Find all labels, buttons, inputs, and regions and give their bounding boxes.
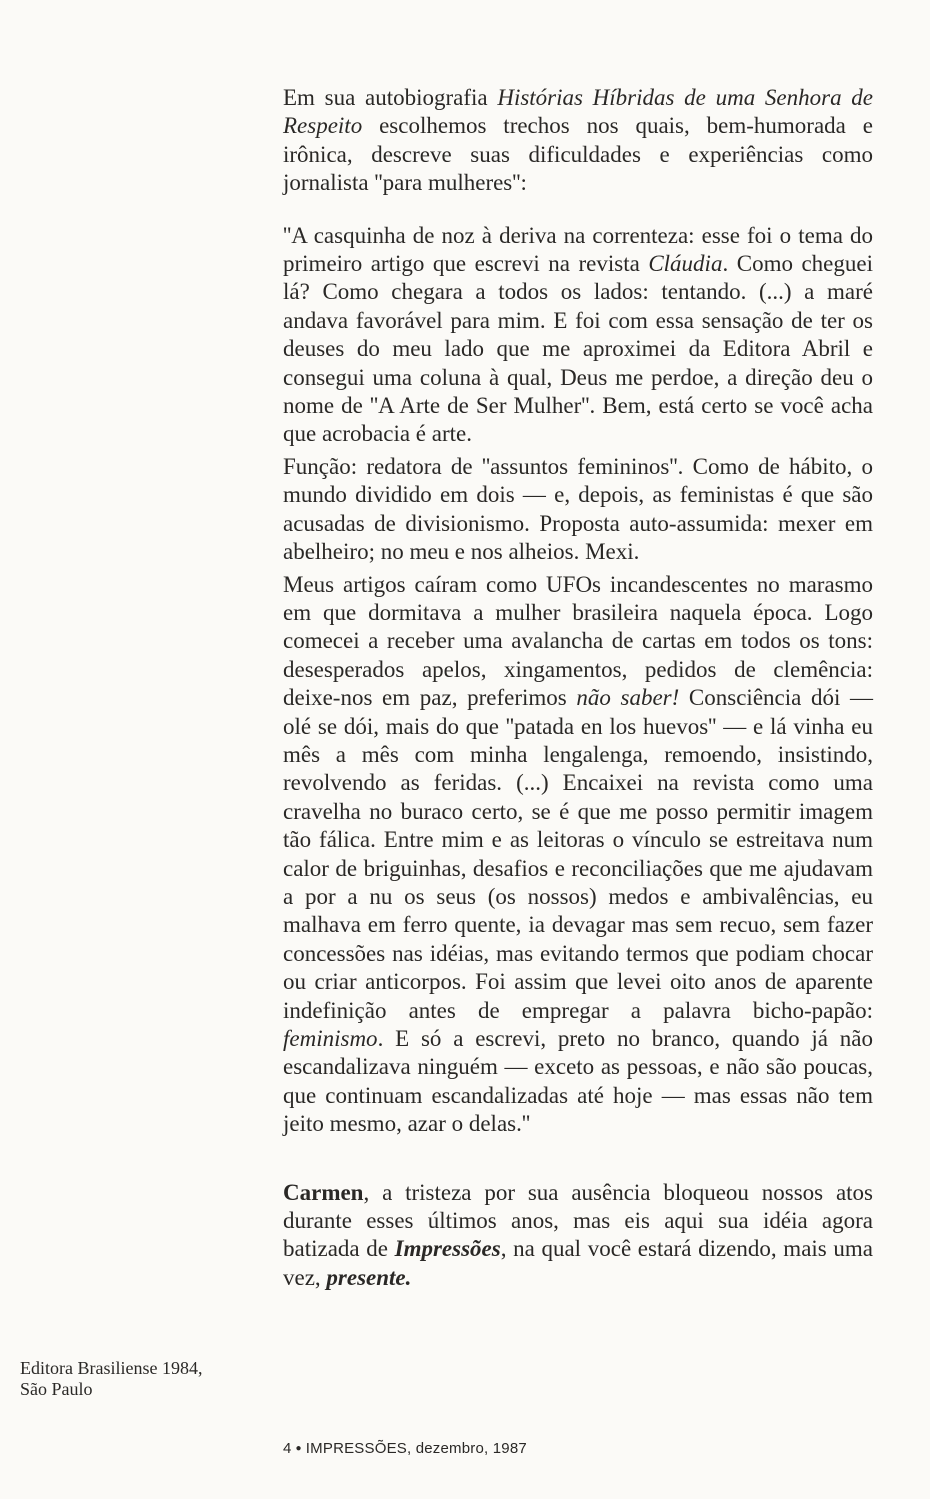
quote-paragraph-1 (283, 222, 873, 449)
emphasis: não saber! (576, 685, 680, 711)
footer-publication: IMPRESSÕES, dezembro, 1987 (305, 1440, 527, 1457)
text-run: Em sua autobiografia (283, 85, 498, 110)
emphasis: feminismo (283, 1026, 378, 1051)
text-run: , a tristeza por sua ausência bloqueou nossos atos durante esses últimos anos, mas eis aqui sua idéia agora batizada de (283, 1179, 873, 1262)
quote-paragraph-3 (283, 571, 873, 1139)
text-run: ''A casquinha de noz à deriva na correnteza: esse foi o tema do primeiro artigo que escrevi na revista (283, 222, 873, 277)
text-run: Meus artigos caíram como UFOs incandescentes no marasmo em que dormitava a mulher brasileira naquela época. Logo comecei a receber uma avalancha de cartas em todos os tons: desesperados apelos, xingamentos, pedidos de clemência: deixe-nos em paz, preferimos (283, 571, 873, 711)
text-run: , na qual você estará dizendo, mais uma vez, (283, 1236, 873, 1290)
main-text-column (283, 84, 873, 1292)
side-note-line: São Paulo (20, 1379, 93, 1399)
side-note (20, 1358, 240, 1400)
bullet-separator: ● (295, 1443, 302, 1454)
text-run: . Como cheguei lá? Como chegara a todos os lados: tentando. (...) a maré andava favorável para mim. E foi com essa sensação de ter os deuses do meu lado que me aproximei da Editora Abril e consegui uma coluna à qual, Deus me perdoe, a direção deu o nome de ''A Arte de Ser Mulher''. Bem, está certo se você acha que acrobacia é arte. (283, 251, 873, 447)
quote-paragraph-2: Função: redatora de ''assuntos femininos''. Como de hábito, o mundo dividido em dois — e, depois, as feministas é que são acusadas de divisionismo. Proposta auto-assumida: mexer em abelheiro; no meu e nos alheios. Mexi. (283, 453, 873, 565)
dedication-paragraph (283, 1179, 873, 1293)
text-run: Consciência dói — olé se dói, mais do que ''patada en los huevos'' — e lá vinha eu mês a mês com minha lengalenga, remoendo, insistindo, revolvendo as feridas. (...) Encaixei na revista como uma cravelha no buraco certo, se é que me posso permitir imagem tão fálica. Entre mim e as leitoras o vínculo se estreitava num calor de briguinhas, desafios e reconciliações que me ajudavam a por a nu os seus (os nossos) medos e ambivalências, eu malhava em ferro quente, ia devagar mas sem recuo, sem fazer concessões nas idéias, mas evitando termos que podiam chocar ou criar anticorpos. Foi assim que levei oito anos de aparente indefinição antes de empregar a palavra bicho-papão: (283, 685, 874, 1023)
publication-title: Impressões (394, 1236, 501, 1262)
text-run: escolhemos trechos nos quais, bem-humorada e irônica, descreve suas dificuldades e experiências como jornalista ''para mulheres'': (283, 113, 873, 196)
side-note-line: Editora Brasiliense 1984, (20, 1358, 203, 1378)
page-footer (283, 1440, 527, 1457)
page-number: 4 (283, 1440, 292, 1457)
book-title: Histórias Híbridas de uma Senhora de Respeito (283, 85, 873, 139)
name-carmen: Carmen (283, 1179, 364, 1205)
emphasis-presente: presente. (326, 1264, 412, 1290)
text-run: . E só a escrevi, preto no branco, quando já não escandalizava ninguém — exceto as pessoas, e não são poucas, que continuam escandalizadas até hoje — mas essas não tem jeito mesmo, azar o delas.'' (283, 1026, 873, 1137)
intro-paragraph (283, 84, 873, 198)
magazine-title: Cláudia (648, 251, 723, 277)
